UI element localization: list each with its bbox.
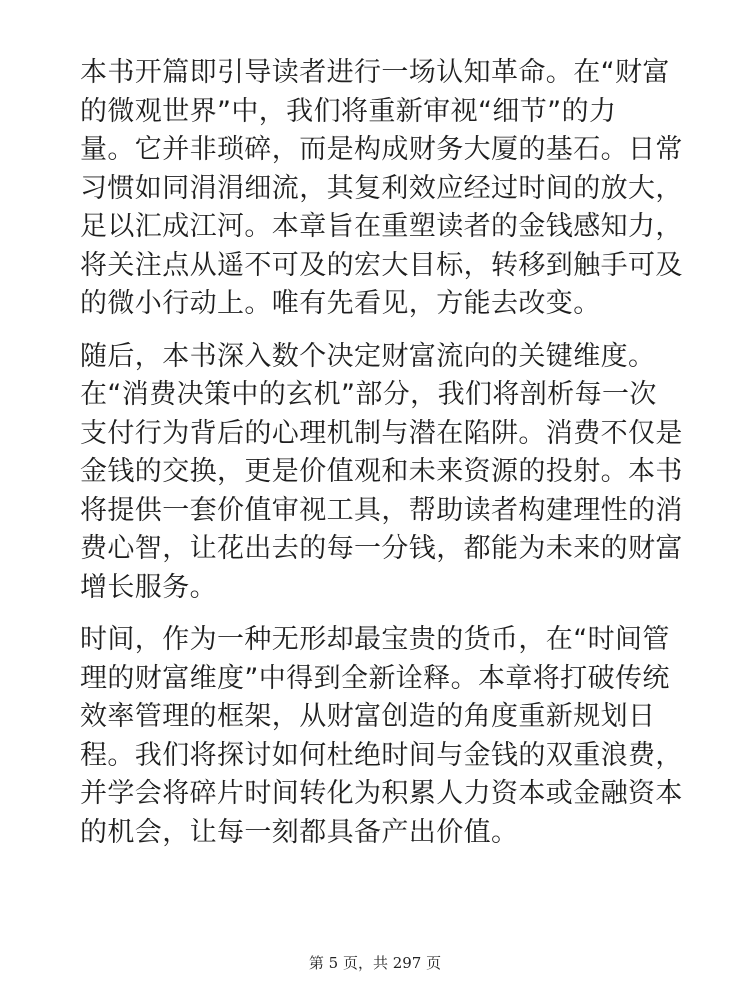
page-number-footer: 第 5 页，共 297 页 xyxy=(308,954,442,972)
text-line: 随后，本书深入数个决定财富流向的关键维度。 xyxy=(80,340,656,372)
text-line: 的机会，让每一刻都具备产出价值。 xyxy=(80,816,519,848)
text-line: 理的财富维度”中得到全新诠释。本章将打破传统 xyxy=(80,662,670,694)
text-line: 的微小行动上。唯有先看见，方能去改变。 xyxy=(80,288,601,319)
body-text xyxy=(80,54,683,866)
paragraph-3 xyxy=(80,621,683,852)
paragraph-1 xyxy=(80,54,683,324)
text-line: 将提供一套价值审视工具，帮助读者构建理性的消 xyxy=(80,494,683,526)
text-line: 增长服务。 xyxy=(80,571,217,603)
text-line: 并学会将碎片时间转化为积累人力资本或金融资本 xyxy=(80,778,683,809)
text-line: 量。它并非琐碎，而是构成财务大厦的基石。日常 xyxy=(80,134,683,165)
text-line: 将关注点从遥不可及的宏大目标，转移到触手可及 xyxy=(80,249,683,281)
text-line: 支付行为背后的心理机制与潜在陷阱。消费不仅是 xyxy=(80,417,683,449)
text-line: 效率管理的框架，从财富创造的角度重新规划日 xyxy=(80,701,656,732)
text-line: 费心智，让花出去的每一分钱，都能为未来的财富 xyxy=(80,533,683,564)
text-line: 足以汇成江河。本章旨在重塑读者的金钱感知力， xyxy=(80,211,683,242)
text-line: 时间，作为一种无形却最宝贵的货币，在“时间管 xyxy=(80,624,670,655)
text-line: 的微观世界”中，我们将重新审视“细节”的力 xyxy=(80,95,617,127)
paragraph-2 xyxy=(80,338,683,608)
text-line: 程。我们将探讨如何杜绝时间与金钱的双重浪费， xyxy=(80,739,683,771)
text-line: 本书开篇即引导读者进行一场认知革命。在“财富 xyxy=(80,57,670,88)
text-line: 习惯如同涓涓细流，其复利效应经过时间的放大， xyxy=(80,172,683,204)
text-line: 在“消费决策中的玄机”部分，我们将剖析每一次 xyxy=(80,379,657,410)
text-line: 金钱的交换，更是价值观和未来资源的投射。本书 xyxy=(80,456,683,487)
